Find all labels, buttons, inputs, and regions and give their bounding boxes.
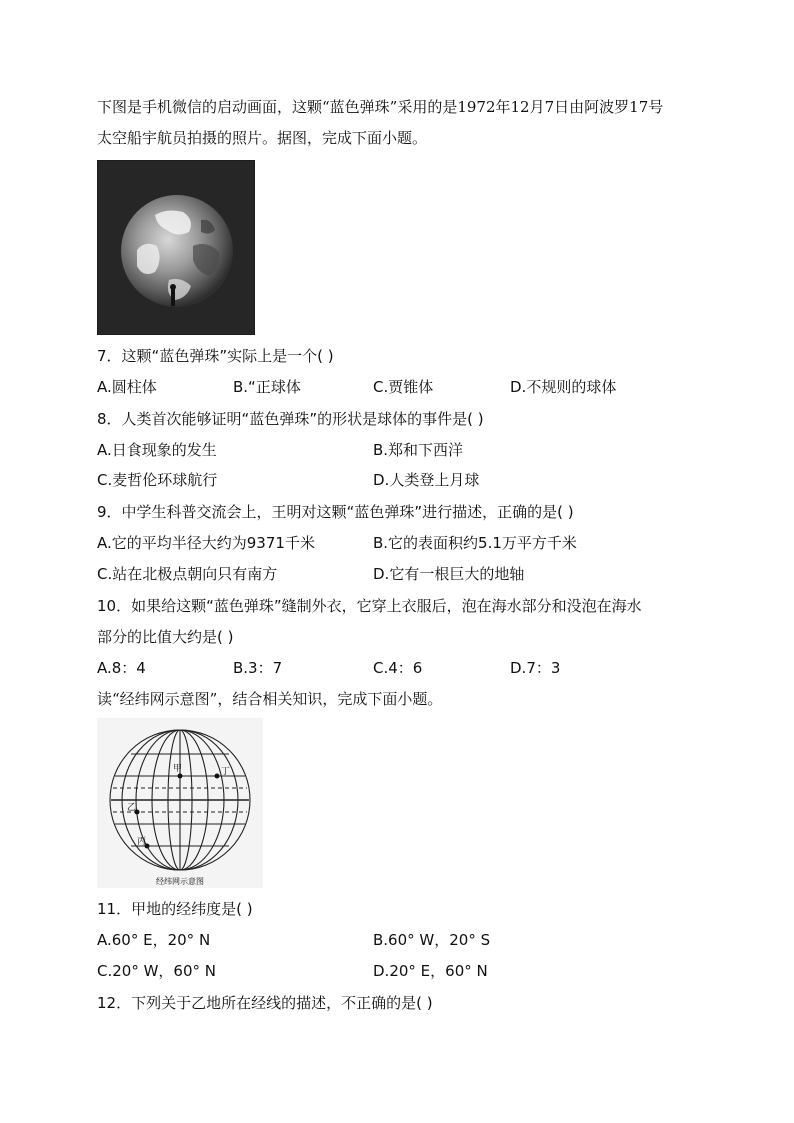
q11-option-b: B.60° W，20° S [373,931,491,949]
q9-option-a: A.它的平均半径大约为9371千米 [97,534,315,552]
question-10-stem-line-2: 部分的比值大约是( ) [97,628,234,646]
label-yi: 乙 [127,803,137,813]
question-7-stem: 7．这颗“蓝色弹珠”实际上是一个( ) [97,347,334,365]
q8-option-c: C.麦哲伦环球航行 [97,471,218,489]
q8-option-b: B.郑和下西洋 [373,441,464,459]
question-11-stem: 11．甲地的经纬度是( ) [97,900,253,918]
intro-line-1: 下图是手机微信的启动画面，这颗“蓝色弹珠”采用的是1972年12月7日由阿波罗17号 [97,98,664,116]
q11-option-d: D.20° E，60° N [373,962,488,980]
question-12-stem: 12．下列关于乙地所在经线的描述，不正确的是( ) [97,994,433,1012]
point-ding-marker [215,774,220,779]
q9-option-c: C.站在北极点朝向只有南方 [97,565,278,583]
question-10-stem-line-1: 10．如果给这颗“蓝色弹珠”缝制外衣，它穿上衣服后，泡在海水部分和没泡在海水 [97,597,642,615]
q10-option-a: A.8：4 [97,659,146,677]
label-bing: 丙 [137,837,147,847]
graticule-figure [97,718,263,888]
blue-marble-photo [97,160,255,335]
label-ding: 丁 [221,767,231,777]
q10-option-c: C.4：6 [373,659,423,677]
q11-option-c: C.20° W，60° N [97,962,217,980]
q7-option-d: D.不规则的球体 [510,378,617,396]
q8-option-a: A.日食现象的发生 [97,441,217,459]
q9-option-d: D.它有一根巨大的地轴 [373,565,525,583]
q9-option-b: B.它的表面积约5.1万平方千米 [373,534,577,552]
q11-option-a: A.60° E，20° N [97,931,211,949]
q7-option-c: C.贾锥体 [373,378,434,396]
q7-option-a: A.圆柱体 [97,378,157,396]
q8-option-d: D.人类登上月球 [373,471,480,489]
question-9-stem: 9．中学生科普交流会上，王明对这颗“蓝色弹珠”进行描述，正确的是( ) [97,503,574,521]
intro-2: 读“经纬网示意图”，结合相关知识，完成下面小题。 [97,690,443,708]
q10-option-b: B.3：7 [233,659,283,677]
q7-option-b: B.“正球体 [233,378,301,396]
point-jia-marker [178,774,183,779]
label-jia: 甲 [173,764,183,774]
question-8-stem: 8．人类首次能够证明“蓝色弹珠”的形状是球体的事件是( ) [97,410,484,428]
q10-option-d: D.7：3 [510,659,561,677]
intro-line-2: 太空船宇航员拍摄的照片。据图，完成下面小题。 [97,129,428,147]
figure-caption: 经纬网示意图 [156,877,204,886]
